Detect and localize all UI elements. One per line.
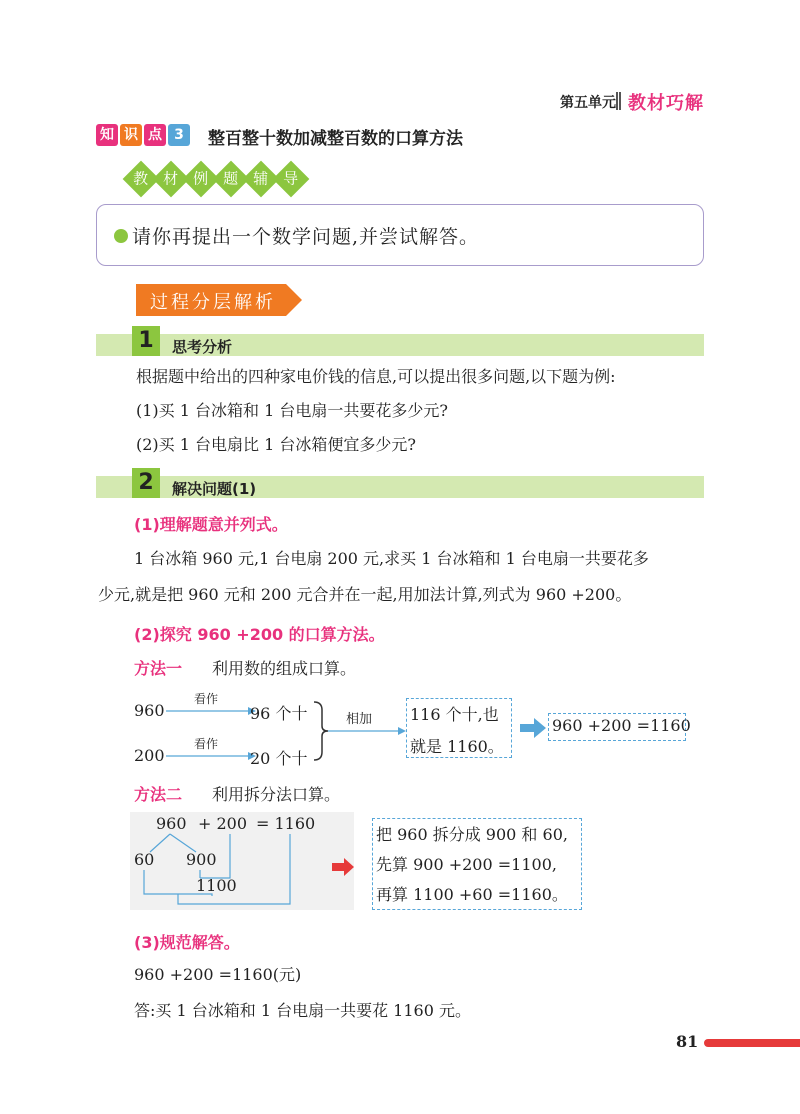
combine-label: 相加 [346,712,373,727]
bullet-dot [114,229,128,243]
knowledge-point-tag [96,124,190,146]
result-line: 就是 1160。 [410,737,504,756]
process-banner-text: 过程分层解析 [150,292,276,313]
section-number: 2 [132,468,160,498]
question-item: (2)买 1 台电扇比 1 台冰箱便宜多少元? [136,435,416,454]
section-number: 1 [132,326,160,356]
question-item: (1)买 1 台冰箱和 1 台电扇一共要花多少元? [136,401,448,420]
step-text: 少元,就是把 960 元和 200 元合并在一起,用加法计算,列式为 960 +200。 [98,585,632,604]
banner-char-text: 材 [163,169,179,188]
number: 960 [134,701,165,720]
knowledge-point-title: 整百整十数加减整百数的口算方法 [208,129,463,149]
method-label: 方法一 [134,659,183,678]
explain-line: 先算 900 +200 =1100, [376,855,557,874]
method-desc: 利用数的组成口算。 [212,659,357,678]
explain-line: 把 960 拆分成 900 和 60, [376,825,568,844]
page-bar [704,1039,800,1047]
arrow-right-icon [332,858,354,876]
partial-sum: 1100 [196,876,237,895]
step-heading: (3)规范解答。 [134,933,240,952]
banner-char-text: 辅 [253,169,269,188]
kp-char: 知 [96,124,118,146]
equation-part: + 200 [198,814,248,833]
step-heading: (2)探究 960 +200 的口算方法。 [134,625,385,644]
banner-char [273,161,310,198]
method-label: 方法二 [134,785,183,804]
split-part: 900 [186,850,217,869]
final-equation: 960 +200 =1160(元) [134,965,302,984]
kp-char: 点 [144,124,166,146]
equation-part: 960 [156,814,187,833]
example-banner [128,166,304,192]
question-text: 请你再提出一个数学问题,并尝试解答。 [132,226,480,248]
kp-char: 识 [120,124,142,146]
arrow-right-icon [520,718,546,738]
split-lines [130,812,354,910]
banner-char-text: 例 [193,169,209,188]
header-title: 教材巧解 [628,93,704,114]
page-number: 81 [676,1032,699,1051]
composition-arrows [164,700,258,760]
method-desc: 利用拆分法口算。 [212,785,341,804]
header-divider [616,92,621,110]
equation-part: = 1160 [256,814,316,833]
result-line: 116 个十,也 [410,705,499,724]
tens-count: 96 个十 [250,704,308,723]
number: 200 [134,746,165,765]
tens-count: 20 个十 [250,749,308,768]
section-title: 思考分析 [172,338,233,356]
banner-char-text: 题 [223,169,239,188]
arrow-label: 看作 [194,737,219,751]
unit-label: 第五单元 [560,95,616,111]
section-title: 解决问题(1) [172,480,257,498]
kp-number: 3 [168,124,190,146]
analysis-text: 根据题中给出的四种家电价钱的信息,可以提出很多问题,以下题为例: [136,367,616,386]
banner-char-text: 教 [133,169,149,188]
final-answer: 答:买 1 台冰箱和 1 台电扇一共要花 1160 元。 [134,1001,471,1020]
split-part: 60 [134,850,155,869]
step-text: 1 台冰箱 960 元,1 台电扇 200 元,求买 1 台冰箱和 1 台电扇一共要花多 [134,549,649,568]
arrow-label: 看作 [194,692,219,706]
explain-line: 再算 1100 +60 =1160。 [376,885,568,904]
banner-char-text: 导 [283,169,299,188]
step-heading: (1)理解题意并列式。 [134,515,288,534]
answer-equation: 960 +200 =1160 [552,716,691,735]
